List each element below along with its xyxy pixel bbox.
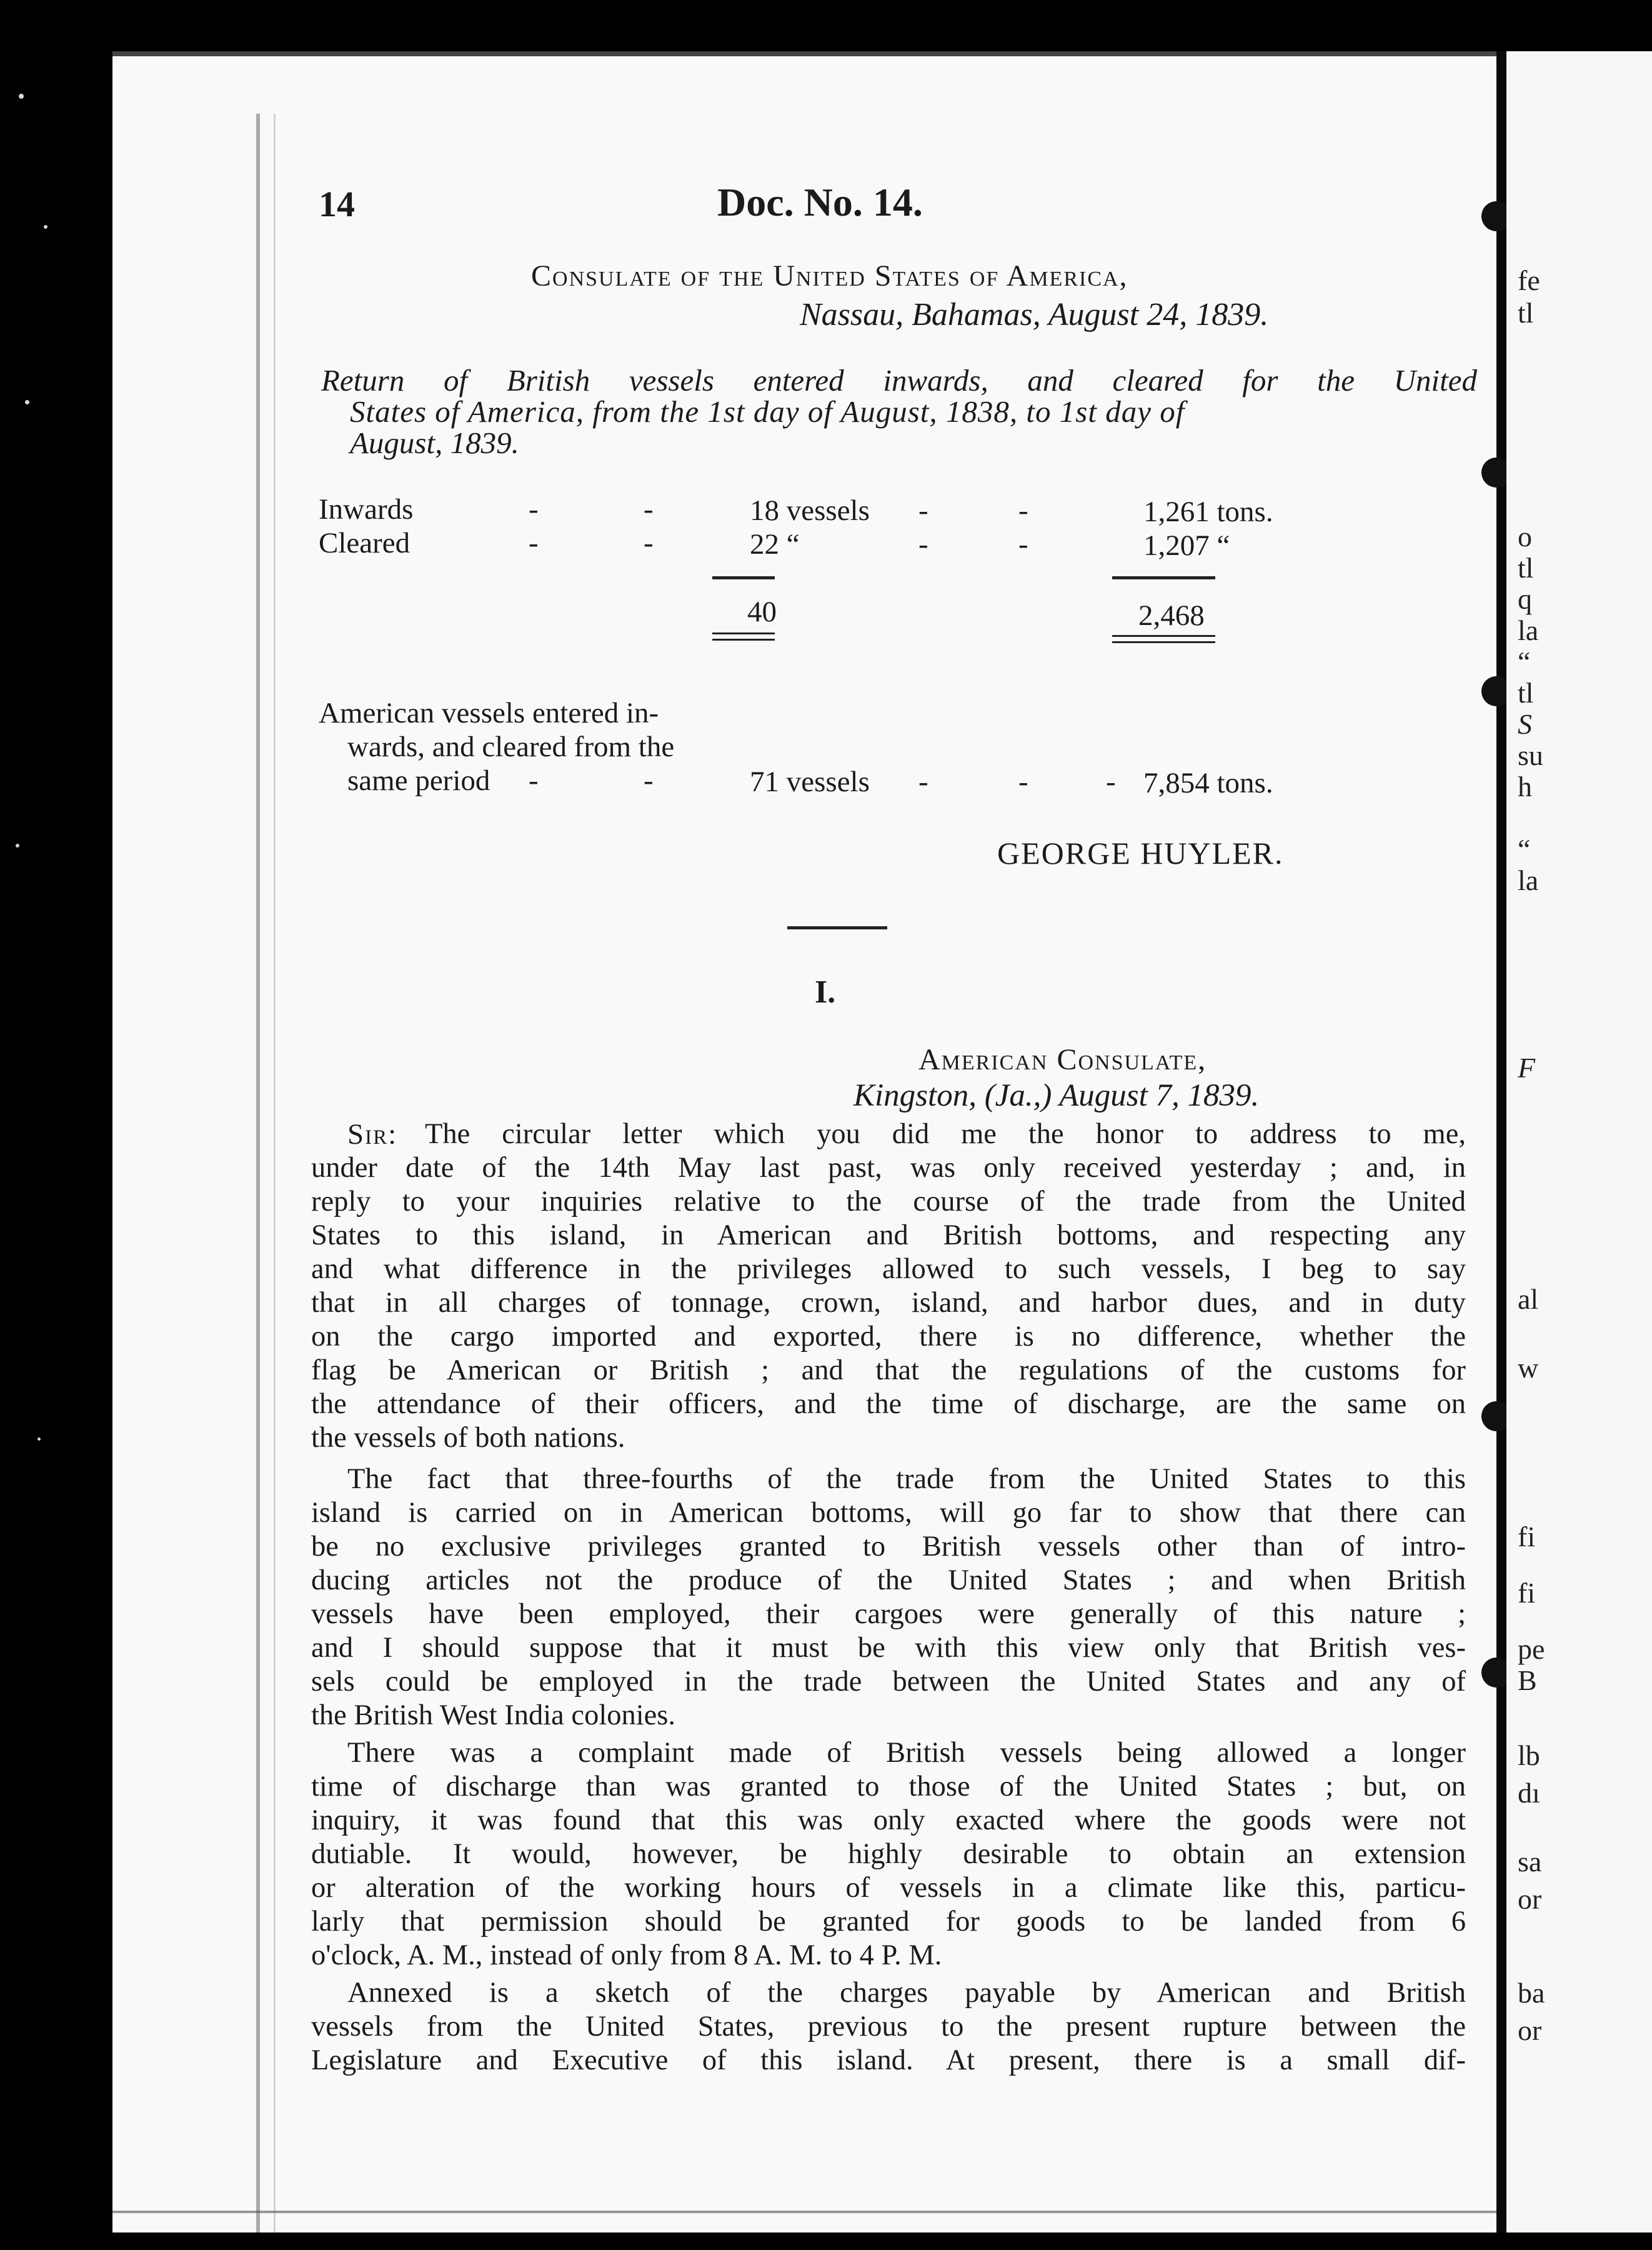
scan-speck (44, 225, 47, 229)
letter-line: The circular letter which you did me the honor to address to me, (425, 1118, 1466, 1150)
leader-dash: - (529, 764, 539, 797)
tons-cleared: 1,207 “ (1143, 529, 1230, 562)
leader-dash: - (644, 527, 654, 559)
letter-line: inquiry, it was found that this was only exacted where the goods were not (311, 1804, 1466, 1836)
facing-page-fragment: o (1518, 521, 1532, 552)
facing-page-fragment: lb (1518, 1739, 1540, 1771)
letter-line: and I should suppose that it must be with this view only that British ves- (311, 1632, 1466, 1664)
salutation: Sir: (347, 1118, 398, 1151)
facing-page-fragment: fi (1518, 1577, 1536, 1609)
signature: GEORGE HUYLER. (997, 836, 1284, 871)
letter-line: sels could be employed in the trade between the United States and any of (311, 1666, 1466, 1698)
facing-page-fragment: sa (1518, 1846, 1542, 1878)
page-left-edge (274, 114, 276, 2232)
american-label: wards, and cleared from the (347, 731, 675, 763)
leader-dash: - (918, 528, 928, 561)
letter-line: States to this island, in American and British bottoms, and respecting any (311, 1219, 1466, 1251)
leader-dash: - (918, 766, 928, 798)
letter-line: larly that permission should be granted for goods to be landed from 6 (311, 1906, 1466, 1938)
facing-page-fragment: fe (1518, 264, 1540, 296)
letter-line: that in all charges of tonnage, crown, island, and harbor dues, and in duty (311, 1287, 1466, 1319)
vessels-cleared: 22 “ (750, 528, 800, 561)
american-tons: 7,854 tons. (1143, 767, 1273, 799)
american-label: same period (347, 764, 490, 797)
sum-rule (1112, 576, 1215, 579)
page-left-edge (256, 114, 260, 2232)
facing-page-fragment: or (1518, 2014, 1542, 2046)
document-page (112, 51, 1496, 2232)
double-rule (1112, 635, 1215, 637)
page-bottom-edge (112, 2211, 1496, 2213)
leader-dash: - (1018, 766, 1028, 798)
return-title-line: States of America, from the 1st day of August, 1838, to 1st day of (350, 394, 1185, 429)
facing-page-fragment: tl (1518, 552, 1534, 584)
leader-dash: - (1018, 494, 1028, 527)
letter-line: The fact that three-fourths of the trade from the United States to this (347, 1463, 1466, 1495)
leader-dash: - (918, 494, 928, 527)
letter-line: on the cargo imported and exported, there is no difference, whether the (311, 1321, 1466, 1352)
double-rule (712, 639, 775, 641)
double-rule (712, 632, 775, 634)
letter-line: vessels have been employed, their cargoes were generally of this nature ; (311, 1598, 1466, 1630)
page-top-edge (112, 51, 1496, 56)
consulate-dateline: Nassau, Bahamas, August 24, 1839. (800, 297, 1269, 332)
scan-speck (16, 844, 19, 848)
facing-page-fragment: la (1518, 614, 1539, 646)
leader-dash: - (644, 493, 654, 526)
letter-line: time of discharge than was granted to those of the United States ; but, on (311, 1771, 1466, 1802)
leader-dash: - (1106, 766, 1116, 798)
facing-page-fragment: S (1518, 708, 1532, 740)
sum-rule (712, 576, 775, 579)
consulate-heading: Consulate of the United States of America, (531, 259, 1128, 292)
letter-line: be no exclusive privileges granted to British vessels other than of intro- (311, 1531, 1466, 1562)
leader-dash: - (644, 764, 654, 797)
return-title-line: Return of British vessels entered inwards, and cleared for the United (321, 363, 1477, 398)
page-number: 14 (319, 184, 355, 224)
doc-title: Doc. No. 14. (717, 180, 923, 224)
letter-line: and what difference in the privileges allowed to such vessels, I beg to say (311, 1253, 1466, 1285)
facing-page-fragment: B (1518, 1664, 1537, 1696)
american-vessels: 71 vessels (750, 766, 870, 798)
facing-page-fragment: or (1518, 1883, 1542, 1915)
total-tons: 2,468 (1138, 599, 1205, 632)
letter-line: the attendance of their officers, and the time of discharge, are the same on (311, 1388, 1466, 1420)
total-vessels: 40 (747, 596, 777, 628)
tons-inwards: 1,261 tons. (1143, 496, 1273, 528)
leader-dash: - (529, 527, 539, 559)
facing-page-fragment: dı (1518, 1777, 1540, 1809)
letter-line: ducing articles not the produce of the United States ; and when British (311, 1564, 1466, 1596)
consulate-heading: American Consulate, (918, 1043, 1207, 1076)
letter-line: the vessels of both nations. (311, 1422, 625, 1454)
letter-line: dutiable. It would, however, be highly desirable to obtain an extension (311, 1838, 1466, 1870)
facing-page-fragment: fi (1518, 1521, 1536, 1552)
letter-line: flag be American or British ; and that the regulations of the customs for (311, 1354, 1466, 1386)
letter-line: the British West India colonies. (311, 1699, 676, 1731)
letter-line: reply to your inquiries relative to the course of the trade from the United (311, 1186, 1466, 1218)
letter-line: There was a complaint made of British vessels being allowed a longer (347, 1737, 1466, 1769)
letter-line: o'clock, A. M., instead of only from 8 A. M. to 4 P. M. (311, 1939, 942, 1971)
letter-line: or alteration of the working hours of vessels in a climate like this, particu- (311, 1872, 1466, 1904)
letter-line: Legislature and Executive of this island. At present, there is a small dif- (311, 2044, 1466, 2076)
facing-page-fragment: la (1518, 864, 1539, 896)
facing-page-fragment: pe (1518, 1633, 1545, 1665)
consulate-dateline: Kingston, (Ja.,) August 7, 1839. (853, 1078, 1260, 1113)
facing-page-fragment: q (1518, 583, 1532, 615)
facing-page-fragment: “ (1518, 833, 1531, 865)
scan-speck (25, 400, 29, 404)
american-label: American vessels entered in- (319, 697, 659, 729)
vessels-inwards: 18 vessels (750, 494, 870, 527)
letter-line: under date of the 14th May last past, was only received yesterday ; and, in (311, 1152, 1466, 1184)
scan-speck (19, 94, 24, 99)
row-label-cleared: Cleared (319, 527, 411, 559)
double-rule (1112, 641, 1215, 643)
section-numeral: I. (815, 974, 836, 1010)
letter-line: island is carried on in American bottoms, will go far to show that there can (311, 1497, 1466, 1529)
facing-page-fragment: su (1518, 739, 1543, 771)
section-separator (787, 926, 887, 929)
scan-speck (37, 1438, 41, 1441)
row-label-inwards: Inwards (319, 493, 414, 526)
facing-page-fragment: tl (1518, 677, 1534, 709)
facing-page-fragment: tl (1518, 297, 1534, 329)
facing-page-fragment: “ (1518, 646, 1531, 678)
facing-page-fragment: h (1518, 771, 1532, 802)
facing-page-fragment: al (1518, 1283, 1539, 1315)
facing-page (1506, 51, 1652, 2232)
facing-page-fragment: ba (1518, 1977, 1545, 2009)
return-title-line: August, 1839. (350, 426, 519, 460)
leader-dash: - (1018, 528, 1028, 561)
facing-page-fragment: F (1518, 1052, 1536, 1084)
facing-page-fragment: w (1518, 1352, 1539, 1384)
letter-line: vessels from the United States, previous to the present rupture between the (311, 2011, 1466, 2042)
book-binding (1496, 51, 1506, 2232)
leader-dash: - (529, 493, 539, 526)
letter-line: Annexed is a sketch of the charges payable by American and British (347, 1977, 1466, 2009)
